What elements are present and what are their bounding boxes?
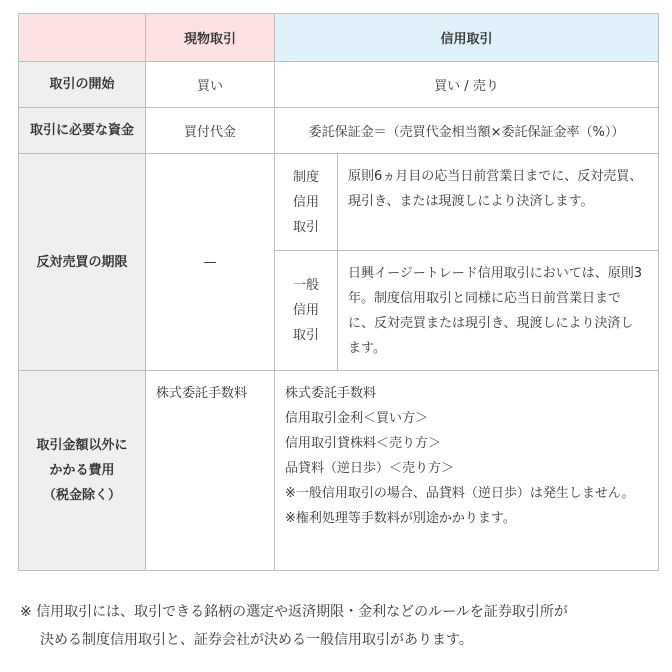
header-spot-trading: 現物取引 bbox=[146, 14, 275, 62]
row-label-additional-costs bbox=[19, 371, 146, 571]
row-label-settlement-period: 反対売買の期限 bbox=[19, 154, 146, 371]
margin-trade-start: 買い / 売り bbox=[275, 62, 659, 108]
sub-label-system-margin bbox=[275, 154, 338, 251]
spot-required-funds: 買付代金 bbox=[146, 108, 275, 154]
row-required-funds bbox=[19, 108, 659, 154]
row-period-system bbox=[19, 154, 659, 251]
cost-item: ※権利処理等手数料が別途かかります。 bbox=[285, 511, 516, 526]
footnote bbox=[20, 598, 656, 654]
header-blank-cell bbox=[19, 14, 146, 62]
cost-item: 品貸料（逆日歩）＜売り方＞ bbox=[285, 461, 455, 476]
spot-settlement-period: — bbox=[146, 154, 275, 371]
footnote-line: ※ 信用取引には、取引できる銘柄の選定や返済期限・金利などのルールを証券取引所が bbox=[20, 604, 568, 620]
row-label-trade-start: 取引の開始 bbox=[19, 62, 146, 108]
sub-label-line: 取引 bbox=[292, 219, 319, 235]
header-margin-trading: 信用取引 bbox=[275, 14, 659, 62]
cost-item: 株式委託手数料 bbox=[285, 386, 377, 401]
general-margin-period-text: 日興イージートレード信用取引においては、原則3年。制度信用取引と同様に応当日前営業日までに、反対売買または現引き、現渡しにより決済します。 bbox=[338, 251, 659, 371]
cost-item: 信用取引金利＜買い方＞ bbox=[285, 411, 429, 426]
sub-label-line: 取引 bbox=[292, 328, 319, 343]
system-margin-period-text: 原則6ヵ月目の応当日前営業日までに、反対売買、現引き、または現渡しにより決済します。 bbox=[338, 154, 659, 251]
row-label-line: かかる費用 bbox=[49, 463, 115, 478]
comparison-table bbox=[18, 13, 659, 571]
sub-label-line: 信用 bbox=[292, 194, 319, 210]
spot-additional-costs: 株式委託手数料 bbox=[146, 371, 275, 571]
row-label-line: 取引金額以外に bbox=[36, 438, 128, 453]
row-additional-costs bbox=[19, 371, 659, 571]
footnote-line: 決める制度信用取引と、証券会社が決める一般信用取引があります。 bbox=[40, 632, 473, 648]
cost-item: ※一般信用取引の場合、品貸料（逆日歩）は発生しません。 bbox=[285, 486, 635, 501]
header-row bbox=[19, 14, 659, 62]
spot-trade-start: 買い bbox=[146, 62, 275, 108]
sub-label-line: 信用 bbox=[292, 303, 319, 318]
row-label-line: （税金除く） bbox=[42, 488, 121, 503]
sub-label-line: 制度 bbox=[292, 169, 319, 185]
row-trade-start bbox=[19, 62, 659, 108]
margin-additional-costs bbox=[275, 371, 659, 571]
cost-item: 信用取引貸株料＜売り方＞ bbox=[285, 436, 442, 451]
sub-label-general-margin bbox=[275, 251, 338, 371]
row-label-required-funds: 取引に必要な資金 bbox=[19, 108, 146, 154]
margin-required-funds: 委託保証金＝（売買代金相当額×委託保証金率（%）） bbox=[275, 108, 659, 154]
sub-label-line: 一般 bbox=[292, 278, 319, 293]
